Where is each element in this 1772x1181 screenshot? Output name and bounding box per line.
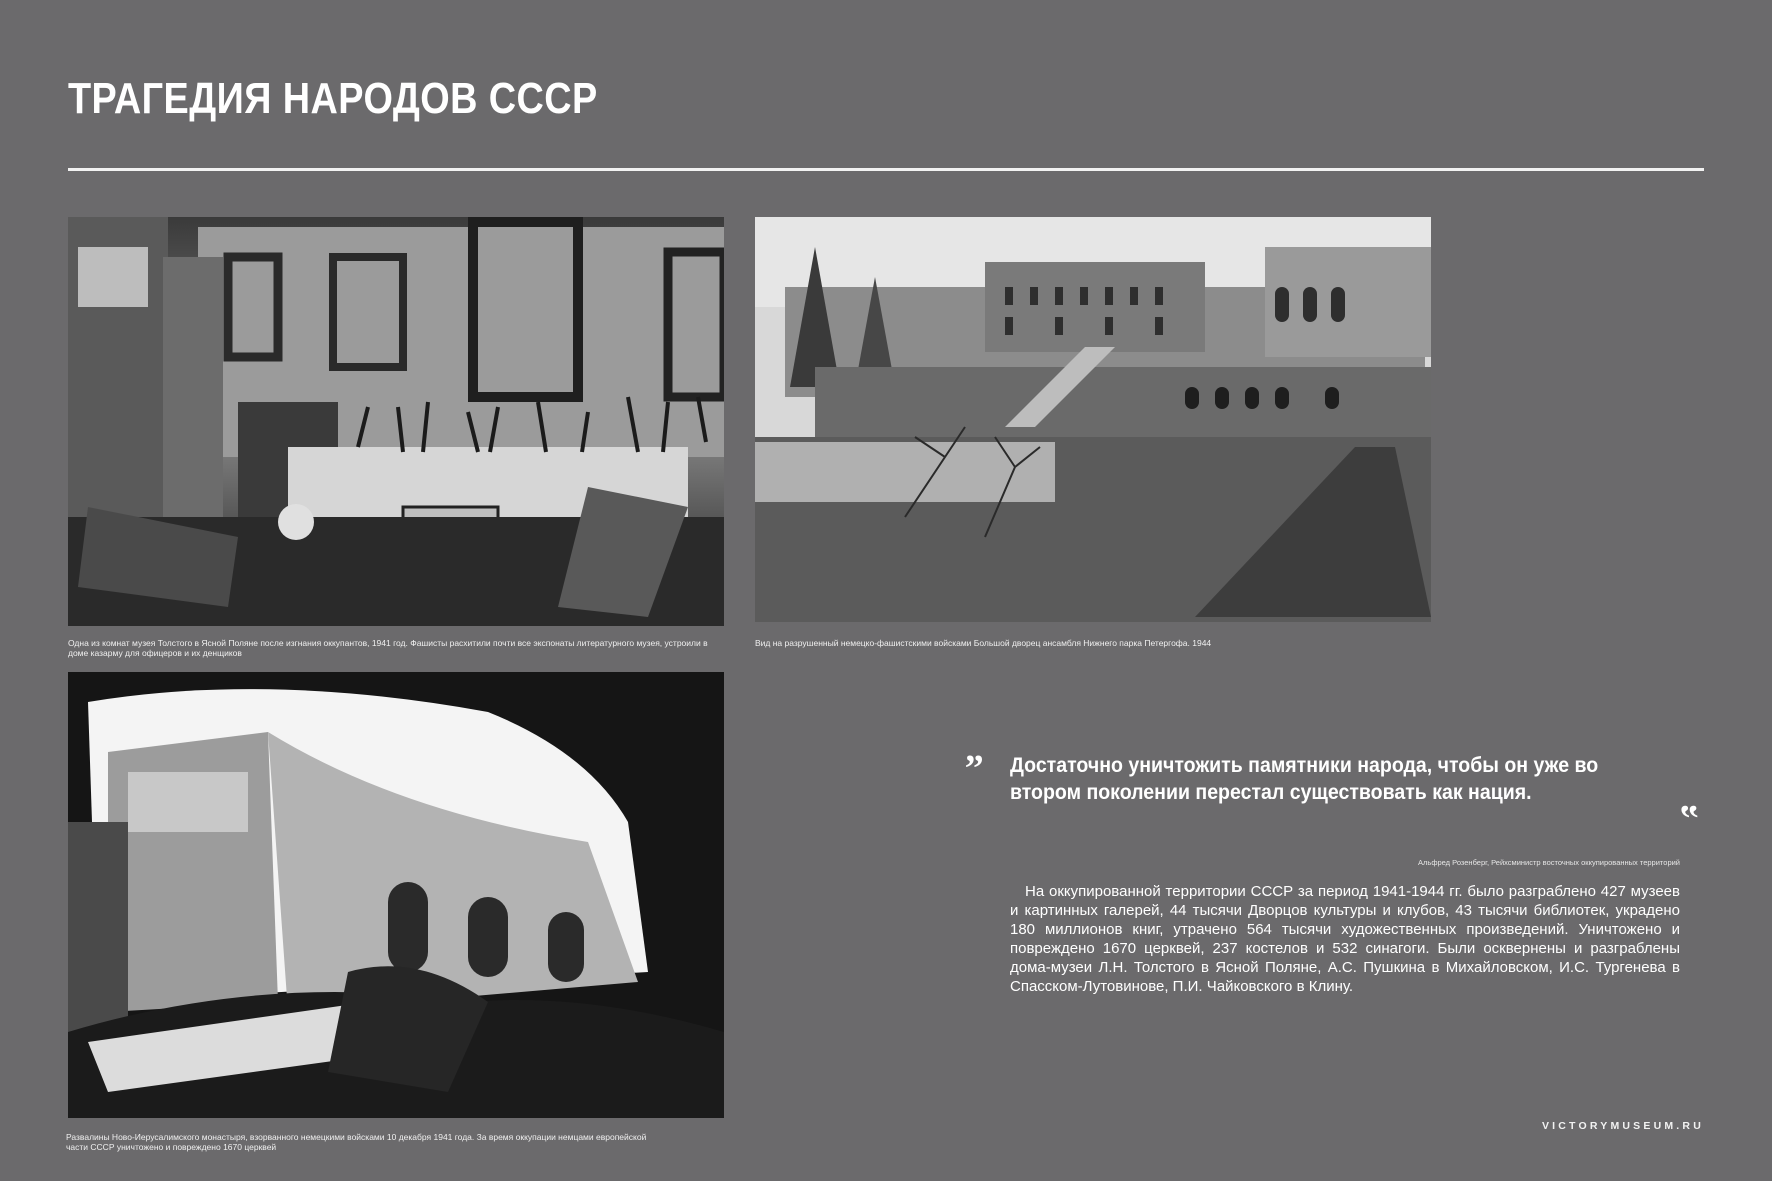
page-title: ТРАГЕДИЯ НАРОДОВ СССР bbox=[68, 74, 598, 123]
photo-2-caption: Вид на разрушенный немецко-фашистскими войсками Большой дворец ансамбля Нижнего парка Петергофа. 1944 bbox=[755, 638, 1212, 648]
quote-text: Достаточно уничтожить памятники народа, чтобы он уже во втором поколении перестал существовать как нация. bbox=[1010, 754, 1599, 804]
body-paragraph: На оккупированной территории СССР за период 1941-1944 гг. было разграблено 427 музеев и картинных галерей, 44 тысячи Дворцов культуры и клубов, 43 тысячи библиотек, украдено 180 миллионов книг, утрачено 564 тысячи художественных произведений. Уничтожено и повреждено 1670 церквей, 237 костелов и 532 синагоги. Были осквернены и разграблены дома-музеи Л.Н. Толстого в Ясной Поляне, А.С. Пушкина в Михайловском, И.С. Тургенева в Спасском-Лутовинове, П.И. Чайковского в Клину. bbox=[1010, 883, 1680, 995]
photo-new-jerusalem-monastery-ruins bbox=[68, 672, 724, 1118]
quote-author: Альфред Розенберг, Рейхсминистр восточных оккупированных территорий bbox=[1418, 858, 1680, 867]
website-link[interactable]: VICTORYMUSEUM.RU bbox=[1541, 1120, 1704, 1132]
title-divider bbox=[68, 168, 1704, 171]
photo-3-caption: Развалины Ново-Иерусалимского монастыря, взорванного немецкими войсками 10 декабря 1941 года. За время оккупации немцами европейской части СССР уничтожено и повреждено 1670 церквей bbox=[66, 1132, 647, 1152]
quote-close-mark: ‟ bbox=[1680, 798, 1699, 840]
photo-1-caption: Одна из комнат музея Толстого в Ясной Поляне после изгнания оккупантов, 1941 год. Фашисты расхитили почти все экспонаты литературного музея, устроили в доме казарму для офицеров и их денщиков bbox=[68, 638, 708, 658]
photo-peterhof-palace-ruins bbox=[755, 217, 1431, 622]
quote-open-mark: „ bbox=[965, 728, 984, 770]
photo-tolstoy-museum-room bbox=[68, 217, 724, 626]
